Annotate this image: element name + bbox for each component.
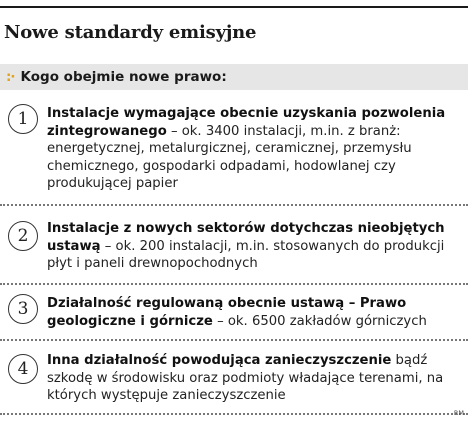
item-number-badge: 2 [8, 221, 38, 251]
item-bold-text: Działalność regulowaną obecnie ustawą – Prawo geologiczne i górnicze [47, 296, 407, 329]
bullet-marker-icon: :· [6, 69, 15, 85]
item-number-badge: 1 [8, 104, 38, 134]
dotted-separator [0, 283, 468, 285]
top-rule [0, 6, 468, 8]
section-subheading [0, 64, 468, 90]
item-number-badge: 4 [8, 354, 38, 384]
item-bold-text: Inna działalność powodująca zanieczyszczenie [47, 353, 392, 368]
item-text [47, 220, 465, 273]
item-body-text: bądź szkodę w środowisku oraz podmioty władające terenami, na których występuje zanieczyszczenie [47, 353, 444, 404]
item-body-text: – ok. 6500 zakładów górniczych [212, 313, 427, 329]
item-body-text: – ok. 3400 instalacji, m.in. z branż: energetycznej, metalurgicznej, ceramicznej, przemysłu chemicznego, gospodarki odpadami, hodowlanej czy produkującej papier [47, 123, 412, 192]
item-text [47, 295, 465, 330]
dotted-separator [0, 204, 468, 206]
author-credit: RM [453, 409, 464, 417]
item-bold-text: Instalacje z nowych sektorów dotychczas nieobjętych ustawą [47, 221, 445, 254]
page-title: Nowe standardy emisyjne [4, 22, 257, 43]
item-text [47, 105, 465, 193]
subheading-label: Kogo obejmie nowe prawo: [20, 69, 227, 85]
dotted-separator [0, 413, 468, 415]
item-text [47, 352, 465, 405]
dotted-separator [0, 339, 468, 341]
item-bold-text: Instalacje wymagające obecnie uzyskania pozwolenia zintegrowanego [47, 106, 446, 139]
item-number-badge: 3 [8, 294, 38, 324]
item-body-text: – ok. 200 instalacji, m.in. stosowanych do produkcji płyt i paneli drewnopochodnych [47, 238, 445, 272]
